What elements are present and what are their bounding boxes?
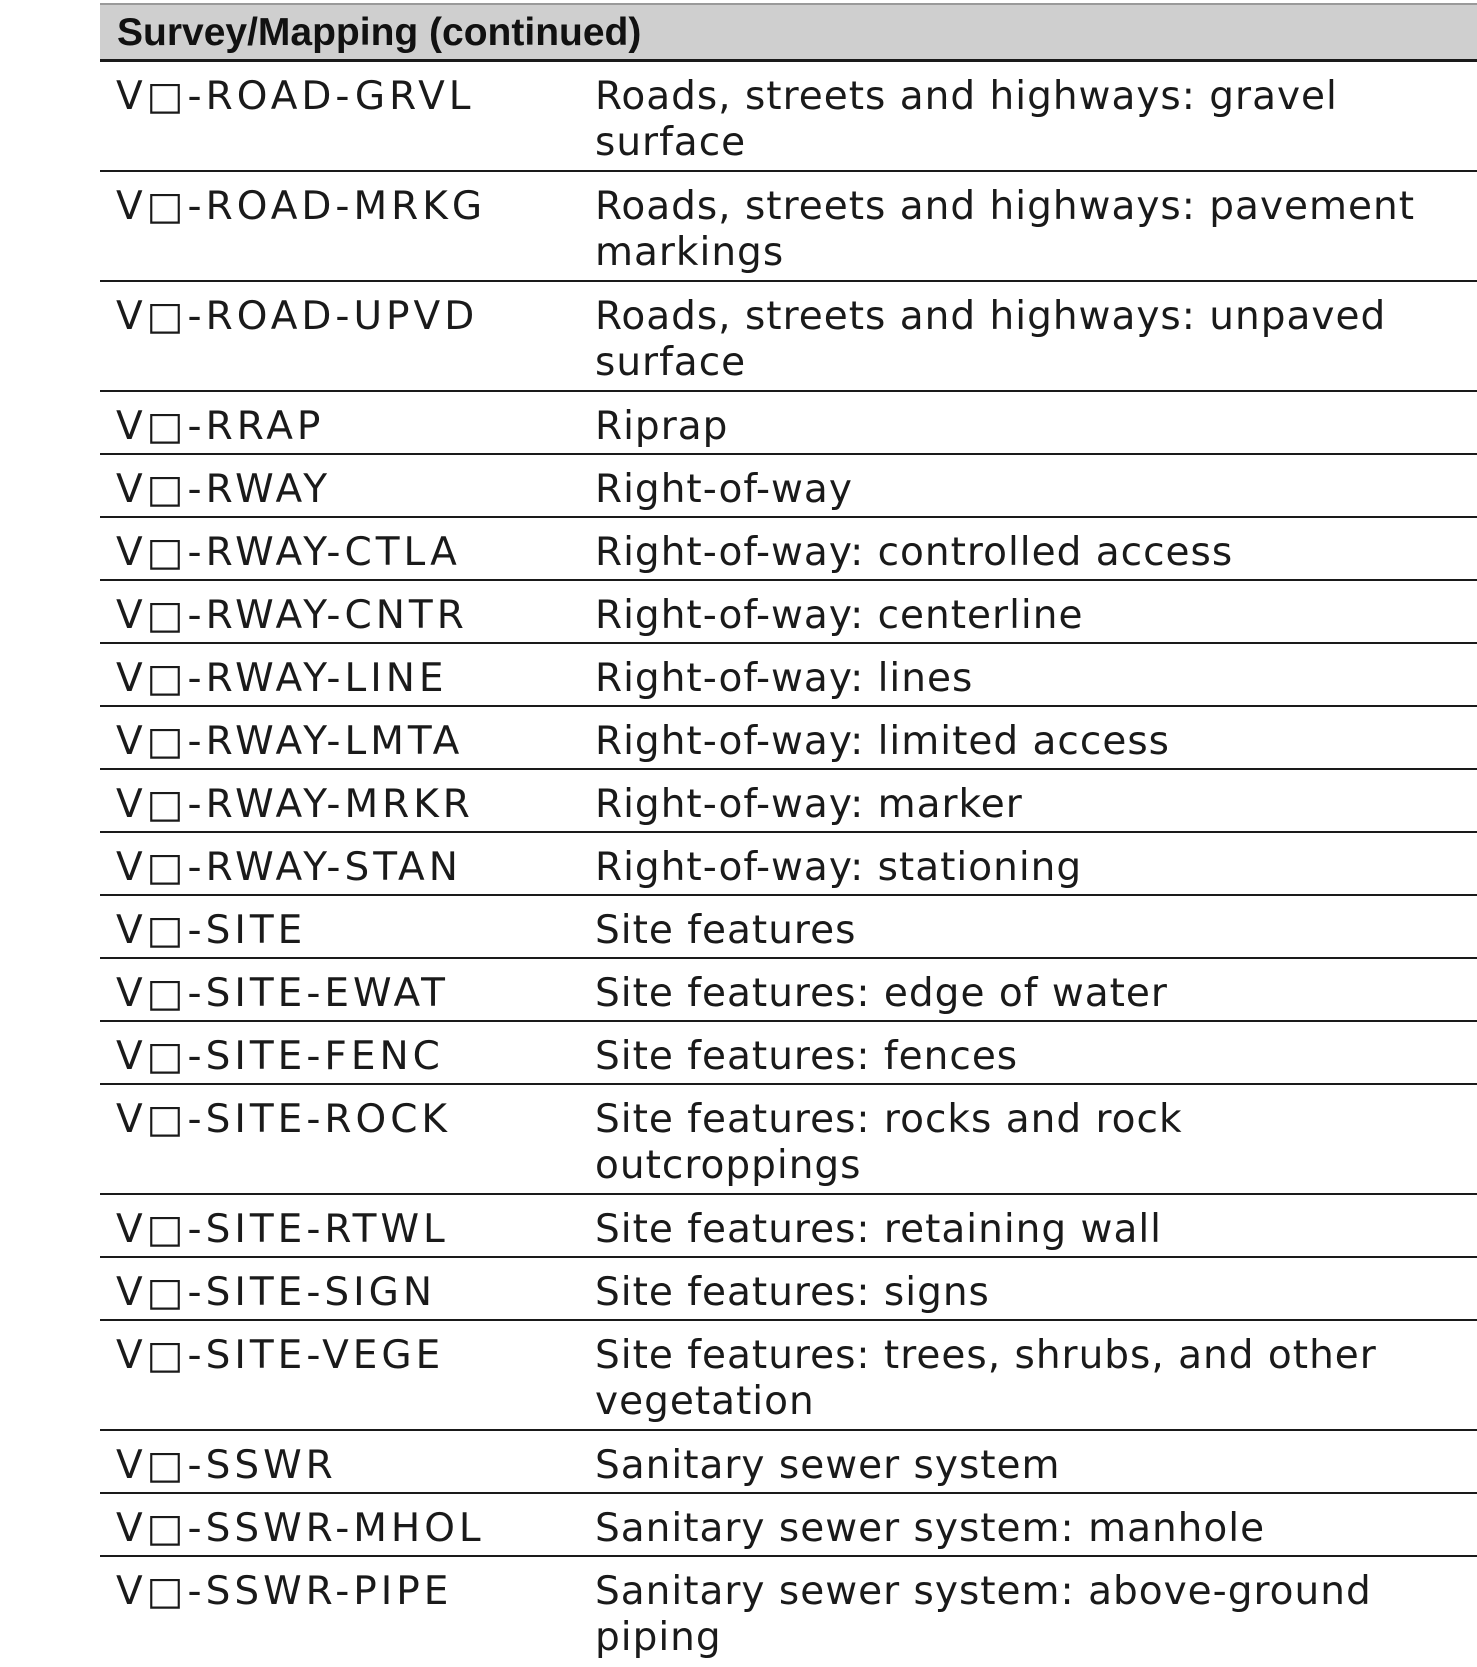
layer-code: V□-SSWR-MHOL (116, 1506, 485, 1551)
table-row (100, 392, 1477, 455)
layer-code: V□-ROAD-MRKG (116, 184, 487, 229)
table-row (100, 1557, 1477, 1667)
layer-code: V□-ROAD-UPVD (116, 294, 479, 339)
layer-description: Right-of-way: centerline (595, 593, 1084, 638)
layer-description: Site features: edge of water (595, 971, 1168, 1016)
layer-code: V□-RWAY-LINE (116, 656, 448, 701)
layer-description: Site features: retaining wall (595, 1207, 1163, 1252)
layer-code: V□-RWAY (116, 467, 332, 512)
layer-description: Right-of-way: stationing (595, 845, 1083, 890)
table-row (100, 959, 1477, 1022)
table-row (100, 1085, 1477, 1195)
layer-code: V□-RWAY-CNTR (116, 593, 468, 638)
table-row (100, 707, 1477, 770)
layer-description: Riprap (595, 404, 729, 449)
layer-description: Right-of-way: limited access (595, 719, 1170, 764)
layer-description: Roads, streets and highways: pavement markings (595, 184, 1416, 275)
layer-code: V□-SITE-EWAT (116, 971, 449, 1016)
table-row (100, 896, 1477, 959)
layer-table (100, 3, 1477, 1667)
layer-code: V□-SITE-RTWL (116, 1207, 449, 1252)
layer-description: Right-of-way: controlled access (595, 530, 1234, 575)
table-row (100, 644, 1477, 707)
layer-code: V□-SITE-SIGN (116, 1270, 437, 1315)
layer-description: Site features (595, 908, 857, 953)
layer-code: V□-ROAD-GRVL (116, 74, 475, 119)
layer-description: Sanitary sewer system: manhole (595, 1506, 1266, 1551)
layer-code: V□-RWAY-MRKR (116, 782, 474, 827)
table-header (100, 3, 1477, 62)
layer-description: Site features: fences (595, 1034, 1019, 1079)
layer-code: V□-SSWR-PIPE (116, 1569, 453, 1614)
table-row (100, 455, 1477, 518)
table-row (100, 1195, 1477, 1258)
table-row (100, 1258, 1477, 1321)
table-row (100, 1022, 1477, 1085)
layer-description: Roads, streets and highways: gravel surface (595, 74, 1338, 165)
layer-description: Right-of-way (595, 467, 853, 512)
table-row (100, 518, 1477, 581)
table-row (100, 833, 1477, 896)
layer-description: Sanitary sewer system: above-ground piping (595, 1569, 1372, 1660)
layer-code: V□-SSWR (116, 1443, 337, 1488)
layer-code: V□-RWAY-STAN (116, 845, 462, 890)
layer-code: V□-SITE (116, 908, 307, 953)
layer-description: Right-of-way: lines (595, 656, 974, 701)
table-row (100, 1431, 1477, 1494)
table-row (100, 62, 1477, 172)
layer-description: Roads, streets and highways: unpaved surface (595, 294, 1387, 385)
table-title: Survey/Mapping (continued) (117, 11, 642, 54)
layer-code: V□-SITE-FENC (116, 1034, 444, 1079)
layer-description: Sanitary sewer system (595, 1443, 1061, 1488)
table-row (100, 581, 1477, 644)
table-row (100, 1321, 1477, 1431)
layer-code: V□-RWAY-LMTA (116, 719, 464, 764)
layer-description: Site features: trees, shrubs, and other vegetation (595, 1333, 1377, 1424)
layer-code: V□-RRAP (116, 404, 325, 449)
layer-description: Site features: rocks and rock outcroppings (595, 1097, 1183, 1188)
layer-code: V□-SITE-VEGE (116, 1333, 445, 1378)
layer-code: V□-RWAY-CTLA (116, 530, 461, 575)
layer-description: Site features: signs (595, 1270, 990, 1315)
table-row (100, 770, 1477, 833)
table-row (100, 1494, 1477, 1557)
table-row (100, 172, 1477, 282)
layer-description: Right-of-way: marker (595, 782, 1023, 827)
table-row (100, 282, 1477, 392)
layer-code: V□-SITE-ROCK (116, 1097, 451, 1142)
